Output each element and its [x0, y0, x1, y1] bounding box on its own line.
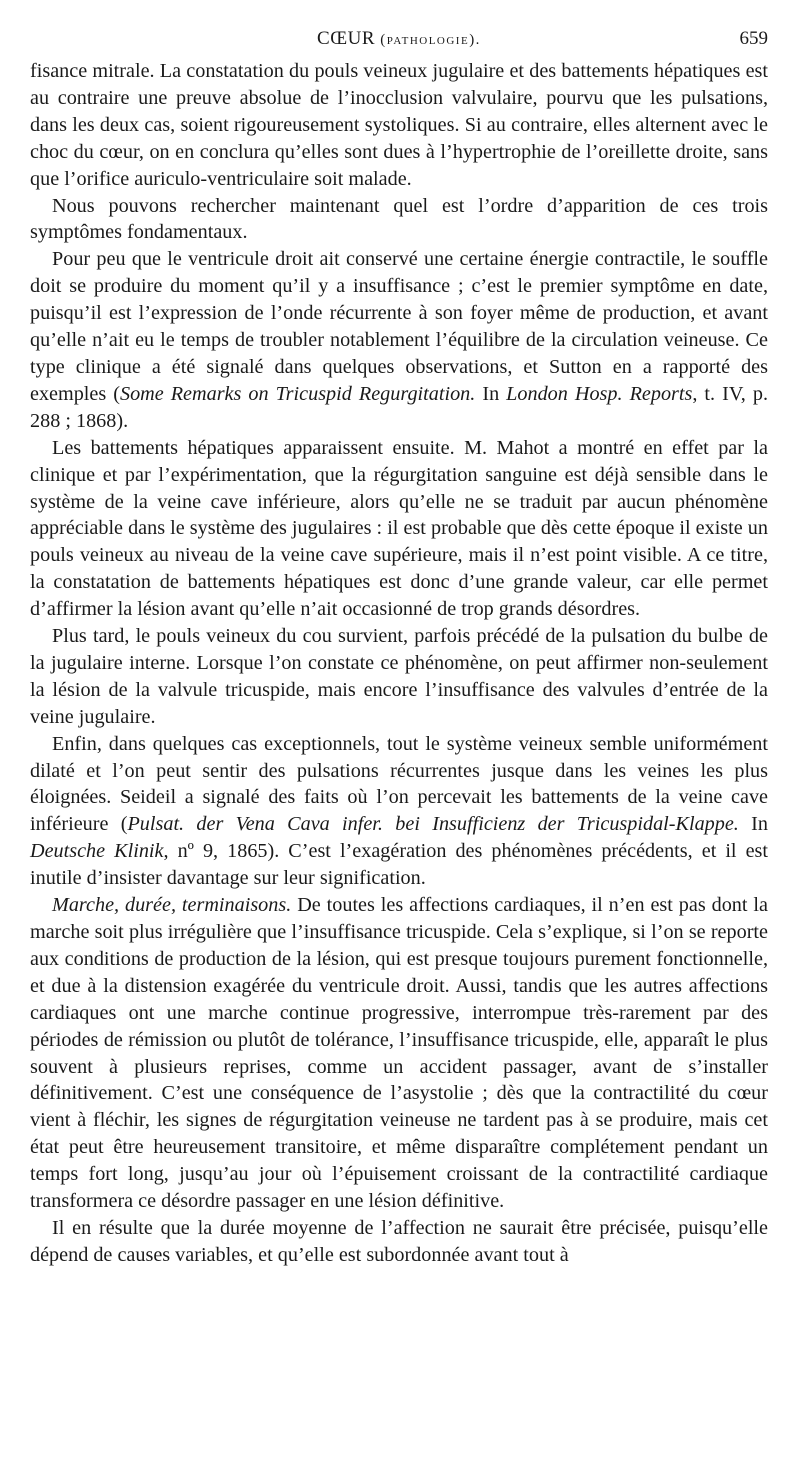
paragraph-text: Enfin, dans quelques cas exceptionnels, tout le système veineux semble uniformément dilaté et l’on peut sentir des pulsations récurrentes jusque dans les veines les plus éloignées. Seideil a signalé des faits où l’on percevait les battements de la veine cave inférieure ( — [30, 732, 768, 836]
paragraph — [30, 892, 768, 1215]
paragraph — [30, 193, 768, 247]
citation-journal: Deutsche Klinik — [30, 840, 164, 863]
paragraph-text: Pour peu que le ventricule droit ait conservé une certaine énergie contractile, le souffle doit se produire du moment qu’il y a insuffisance ; c’est le premier symptôme en date, puisqu’il est l’expression de l’onde récurrente à son foyer même de production, et avant qu’elle n’ait eu le temps de troubler notablement l’équilibre de la circulation veineuse. Ce type clinique a été signalé dans quelques observations, et Sutton en a rapporté des exemples ( — [30, 248, 768, 405]
page-number: 659 — [739, 28, 768, 49]
paragraph-text: , t. IV, p. 288 ; 1868). — [30, 382, 769, 432]
paragraph — [30, 435, 768, 623]
citation-title: Some Remarks on Tricuspid Regurgitation. — [119, 382, 476, 405]
chapter-title: CŒUR — [317, 28, 376, 49]
running-head — [30, 28, 768, 54]
paragraph-text: fisance mitrale. La constatation du pouls veineux jugulaire et des battements hépatiques est au contraire une preuve absolue de l’inocclusion valvulaire, pourvu que les pulsations, dans les deux cas, soient rigoureusement systoliques. Si au contraire, elles alternent avec le choc du cœur, on en conclura qu’elles sont dues à l’hypertrophie de l’oreillette droite, sans que l’orifice auriculo-ventriculaire soit malade. — [30, 60, 768, 190]
paragraph — [30, 58, 768, 193]
citation-title: Pulsat. der Vena Cava infer. bei Insufficienz der Tricuspidal-Klappe. — [127, 813, 739, 836]
chapter-subtitle: (pathologie). — [380, 32, 481, 48]
paragraph — [30, 1215, 768, 1269]
body-text — [30, 58, 768, 1269]
section-heading: Marche, durée, terminaisons. — [52, 894, 292, 917]
paragraph — [30, 731, 768, 892]
paragraph-text: Plus tard, le pouls veineux du cou survient, parfois précédé de la pulsation du bulbe de la jugulaire interne. Lorsque l’on constate ce phénomène, on peut affirmer non-seulement la lésion de la valvule tricuspide, mais encore l’insuffisance des valvules d’entrée de la veine jugulaire. — [30, 625, 768, 728]
citation-journal: London Hosp. Reports — [506, 382, 693, 405]
paragraph-text: In — [475, 382, 507, 405]
paragraph-text: Nous pouvons rechercher maintenant quel est l’ordre d’apparition de ces trois symptômes fondamentaux. — [30, 194, 768, 244]
paragraph-text: In — [738, 813, 768, 836]
paragraph-text: De toutes les affections cardiaques, il n’en est pas dont la marche soit plus irrégulière que l’insuffisance tricuspide. Cela s’explique, si l’on se reporte aux conditions de production de la lésion, qui est presque toujours purement fonctionnelle, et due à la distension exagérée du ventricule droit. Aussi, tandis que les autres affections cardiaques ont une marche continue progressive, interrompue très-rarement par des périodes de rémission ou plutôt de tolérance, l’insuffisance tricuspide, elle, apparaît le plus souvent à plusieurs reprises, comme un accident passager, avant de s’installer définitivement. C’est une conséquence de l’asystolie ; dès que la contractilité du cœur vient à fléchir, les signes de régurgitation veineuse ne tardent pas à se produire, mais cet état peut être heureusement transitoire, et même disparaître complétement pendant un temps fort long, jusqu’au jour où l’épuisement croissant de la contractilité cardiaque transformera ce désordre passager en une lésion définitive. — [30, 894, 768, 1213]
paragraph-text: Il en résulte que la durée moyenne de l’affection ne saurait être précisée, puisqu’elle dépend de causes variables, et qu’elle est subordonnée avant tout à — [30, 1216, 768, 1266]
paragraph-text: Les battements hépatiques apparaissent ensuite. M. Mahot a montré en effet par la clinique et par l’expérimentation, que la régurgitation sanguine est déjà sensible dans le système de la veine cave inférieure, alors qu’elle ne se traduit par aucun phénomène appréciable dans le système des jugulaires : il est probable que dès cette époque il existe un pouls veineux au niveau de la veine cave supérieure, mais il n’est point visible. A ce titre, la constatation de battements hépatiques est donc d’une grande valeur, car elle permet d’affirmer la lésion avant qu’elle n’ait occasionné de trop grands désordres. — [30, 436, 768, 621]
running-head-title — [30, 28, 768, 50]
paragraph — [30, 246, 768, 434]
paragraph — [30, 623, 768, 731]
paragraph-text: , nº 9, 1865). C’est l’exagération des phénomènes précédents, et il est inutile d’insister davantage sur leur signification. — [30, 840, 768, 890]
